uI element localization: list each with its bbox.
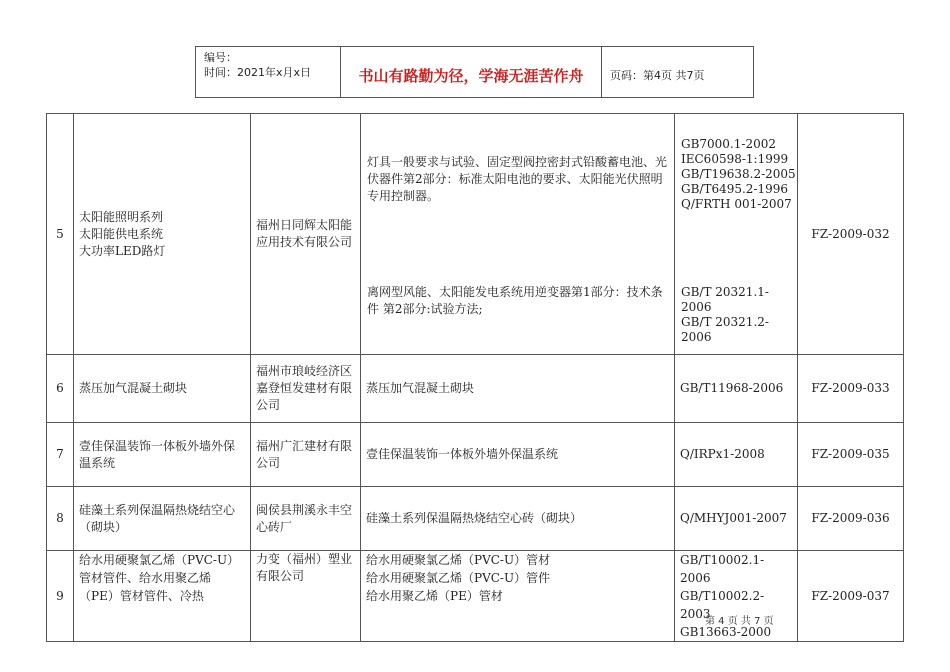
table-row xyxy=(47,487,904,551)
cert-number: FZ-2009-032 xyxy=(798,114,904,355)
cert-number: FZ-2009-035 xyxy=(798,423,904,487)
standard-code: GB7000.1-2002 xyxy=(681,137,776,151)
product-line: 大功率LED路灯 xyxy=(79,243,166,258)
company-name: 闽侯县荆溪永丰空心砖厂 xyxy=(251,487,361,551)
cert-number: FZ-2009-036 xyxy=(798,487,904,551)
standard-name: 蒸压加气混凝土砌块 xyxy=(361,355,675,423)
company-name: 福州市琅岐经济区嘉登恒发建材有限公司 xyxy=(251,355,361,423)
table-row xyxy=(47,551,904,642)
products-table xyxy=(46,113,904,642)
table-row xyxy=(47,423,904,487)
standard-code: GB/T10002.2-2003 xyxy=(680,589,765,621)
standard-code: GB/T6495.2-1996 xyxy=(681,182,789,196)
standard-name: 给水用硬聚氯乙烯（PVC-U）管件 xyxy=(366,571,551,585)
product-name: 壹佳保温装饰一体板外墙外保温系统 xyxy=(74,423,251,487)
page-info: 页码：第4页 共7页 xyxy=(610,69,705,82)
standard-code-group xyxy=(681,137,796,212)
standard-code: GB13663-2000 xyxy=(680,625,772,639)
table-row xyxy=(47,355,904,423)
standard-code: GB/T10002.1-2006 xyxy=(680,553,765,585)
motto: 书山有路勤为径，学海无涯苦作舟 xyxy=(341,47,602,97)
standard-code: GB/T 20321.1-2006 xyxy=(681,285,769,314)
standard-name: 离网型风能、太阳能发电系统用逆变器第1部分：技术条件 第2部分:试验方法; xyxy=(367,285,663,316)
cert-number: FZ-2009-037 xyxy=(798,551,904,642)
standard-code-group xyxy=(681,285,797,345)
standard-codes xyxy=(675,114,798,355)
company-name: 福州广汇建材有限公司 xyxy=(251,423,361,487)
header-meta xyxy=(196,47,341,97)
standard-code: Q/IRPx1-2008 xyxy=(675,423,798,487)
standard-name: 给水用硬聚氯乙烯（PVC-U）管材 xyxy=(366,553,551,567)
cert-number: FZ-2009-033 xyxy=(798,355,904,423)
company-name: 福州日同辉太阳能应用技术有限公司 xyxy=(251,114,361,355)
standard-names xyxy=(361,551,675,642)
standard-code: Q/FRTH 001-2007 xyxy=(681,197,792,211)
standard-code: GB/T 20321.2-2006 xyxy=(681,315,769,344)
standard-names xyxy=(361,114,675,355)
row-index: 6 xyxy=(47,355,74,423)
row-index: 8 xyxy=(47,487,74,551)
product-name xyxy=(74,114,251,355)
standard-name: 硅藻土系列保温隔热烧结空心砖（砌块） xyxy=(361,487,675,551)
company-name: 力变（福州）塑业有限公司 xyxy=(251,551,361,642)
row-index: 5 xyxy=(47,114,74,355)
standard-code: GB/T11968-2006 xyxy=(675,355,798,423)
row-index: 7 xyxy=(47,423,74,487)
number-label: 编号： xyxy=(204,51,237,64)
product-name: 给水用硬聚氯乙烯（PVC-U）管材管件、给水用聚乙烯（PE）管材管件、冷热 xyxy=(74,551,251,642)
row-index: 9 xyxy=(47,551,74,642)
time-label: 时间：2021年x月x日 xyxy=(204,66,312,79)
standard-codes xyxy=(675,551,798,642)
product-line: 太阳能照明系列 xyxy=(79,209,164,224)
standard-code: GB/T19638.2-2005 xyxy=(681,167,796,181)
standard-code: Q/MHYJ001-2007 xyxy=(675,487,798,551)
page-footer: 第 4 页 共 7 页 xyxy=(705,616,774,627)
standard-name: 灯具一般要求与试验、固定型阀控密封式铅酸蓄电池、光伏器件第2部分：标准太阳电池的要求、太阳能光伏照明专用控制器。 xyxy=(367,155,668,203)
product-name: 硅藻土系列保温隔热烧结空心 （砌块） xyxy=(74,487,251,551)
standard-code: IEC60598-1:1999 xyxy=(681,152,789,166)
table-row xyxy=(47,114,904,355)
page-header xyxy=(195,46,754,98)
standard-name: 给水用聚乙烯（PE）管材 xyxy=(366,589,503,603)
product-name: 蒸压加气混凝土砌块 xyxy=(74,355,251,423)
standard-name: 壹佳保温装饰一体板外墙外保温系统 xyxy=(361,423,675,487)
product-line: 太阳能供电系统 xyxy=(79,226,164,241)
